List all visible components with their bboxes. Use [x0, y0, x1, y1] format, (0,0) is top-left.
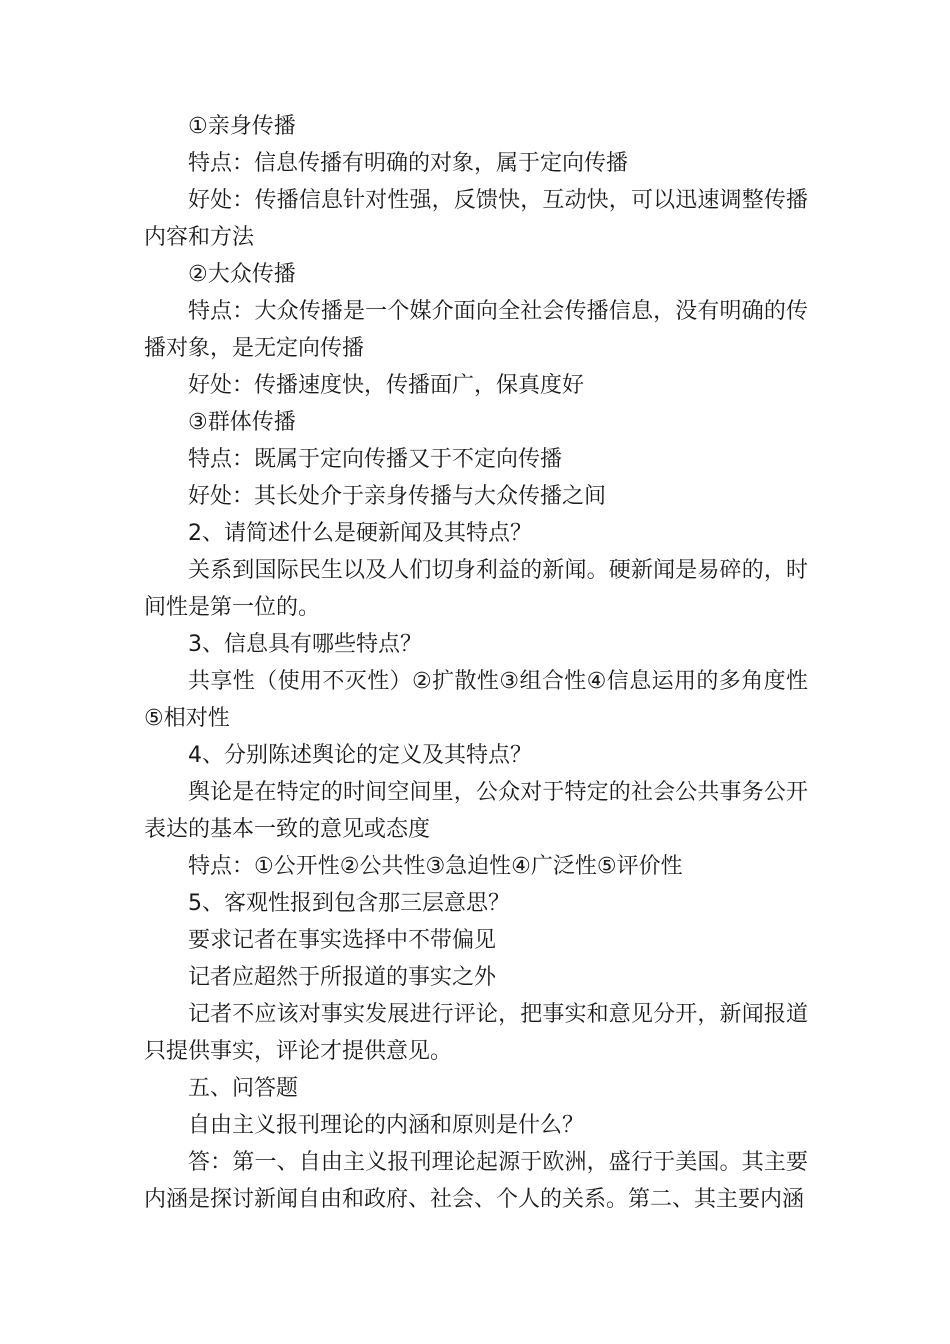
paragraph: 好处：传播速度快，传播面广，保真度好: [188, 373, 585, 398]
question-heading: 5、客观性报到包含那三层意思？: [188, 891, 510, 916]
paragraph: 特点：大众传播是一个媒介面向全社会传播信息，没有明确的传播对象，是无定向传播: [144, 299, 808, 361]
paragraph: 要求记者在事实选择中不带偏见: [188, 928, 497, 953]
paragraph: 舆论是在特定的时间空间里，公众对于特定的社会公共事务公开表达的基本一致的意见或态度: [144, 780, 808, 842]
paragraph: ②大众传播: [188, 262, 296, 287]
section-heading: 五、问答题: [188, 1076, 299, 1101]
paragraph: 记者不应该对事实发展进行评论，把事实和意见分开，新闻报道只提供事实，评论才提供意见。: [144, 1002, 808, 1064]
question-heading: 3、信息具有哪些特点？: [188, 632, 422, 657]
paragraph: 答：第一、自由主义报刊理论起源于欧洲，盛行于美国。其主要内涵是探讨新闻自由和政府、社会、个人的关系。第二、其主要内涵: [144, 1150, 808, 1212]
paragraph: 好处：其长处介于亲身传播与大众传播之间: [188, 484, 607, 509]
paragraph: 特点：既属于定向传播又于不定向传播: [188, 447, 563, 472]
question-heading: 4、分别陈述舆论的定义及其特点？: [188, 743, 532, 768]
paragraph: 关系到国际民生以及人们切身利益的新闻。硬新闻是易碎的，时间性是第一位的。: [144, 558, 808, 620]
paragraph: 共享性（使用不灭性）②扩散性③组合性④信息运用的多角度性⑤相对性: [144, 669, 808, 731]
document-body: [144, 108, 808, 1218]
question-heading: 2、请简述什么是硬新闻及其特点？: [188, 521, 532, 546]
paragraph: 特点：①公开性②公共性③急迫性④广泛性⑤评价性: [188, 854, 683, 879]
paragraph: ③群体传播: [188, 410, 296, 435]
paragraph: 特点：信息传播有明确的对象，属于定向传播: [188, 151, 629, 176]
paragraph: 记者应超然于所报道的事实之外: [188, 965, 497, 990]
paragraph: ①亲身传播: [188, 114, 296, 139]
paragraph: 好处：传播信息针对性强，反馈快，互动快，可以迅速调整传播内容和方法: [144, 188, 808, 250]
question-heading: 自由主义报刊理论的内涵和原则是什么？: [188, 1113, 585, 1138]
